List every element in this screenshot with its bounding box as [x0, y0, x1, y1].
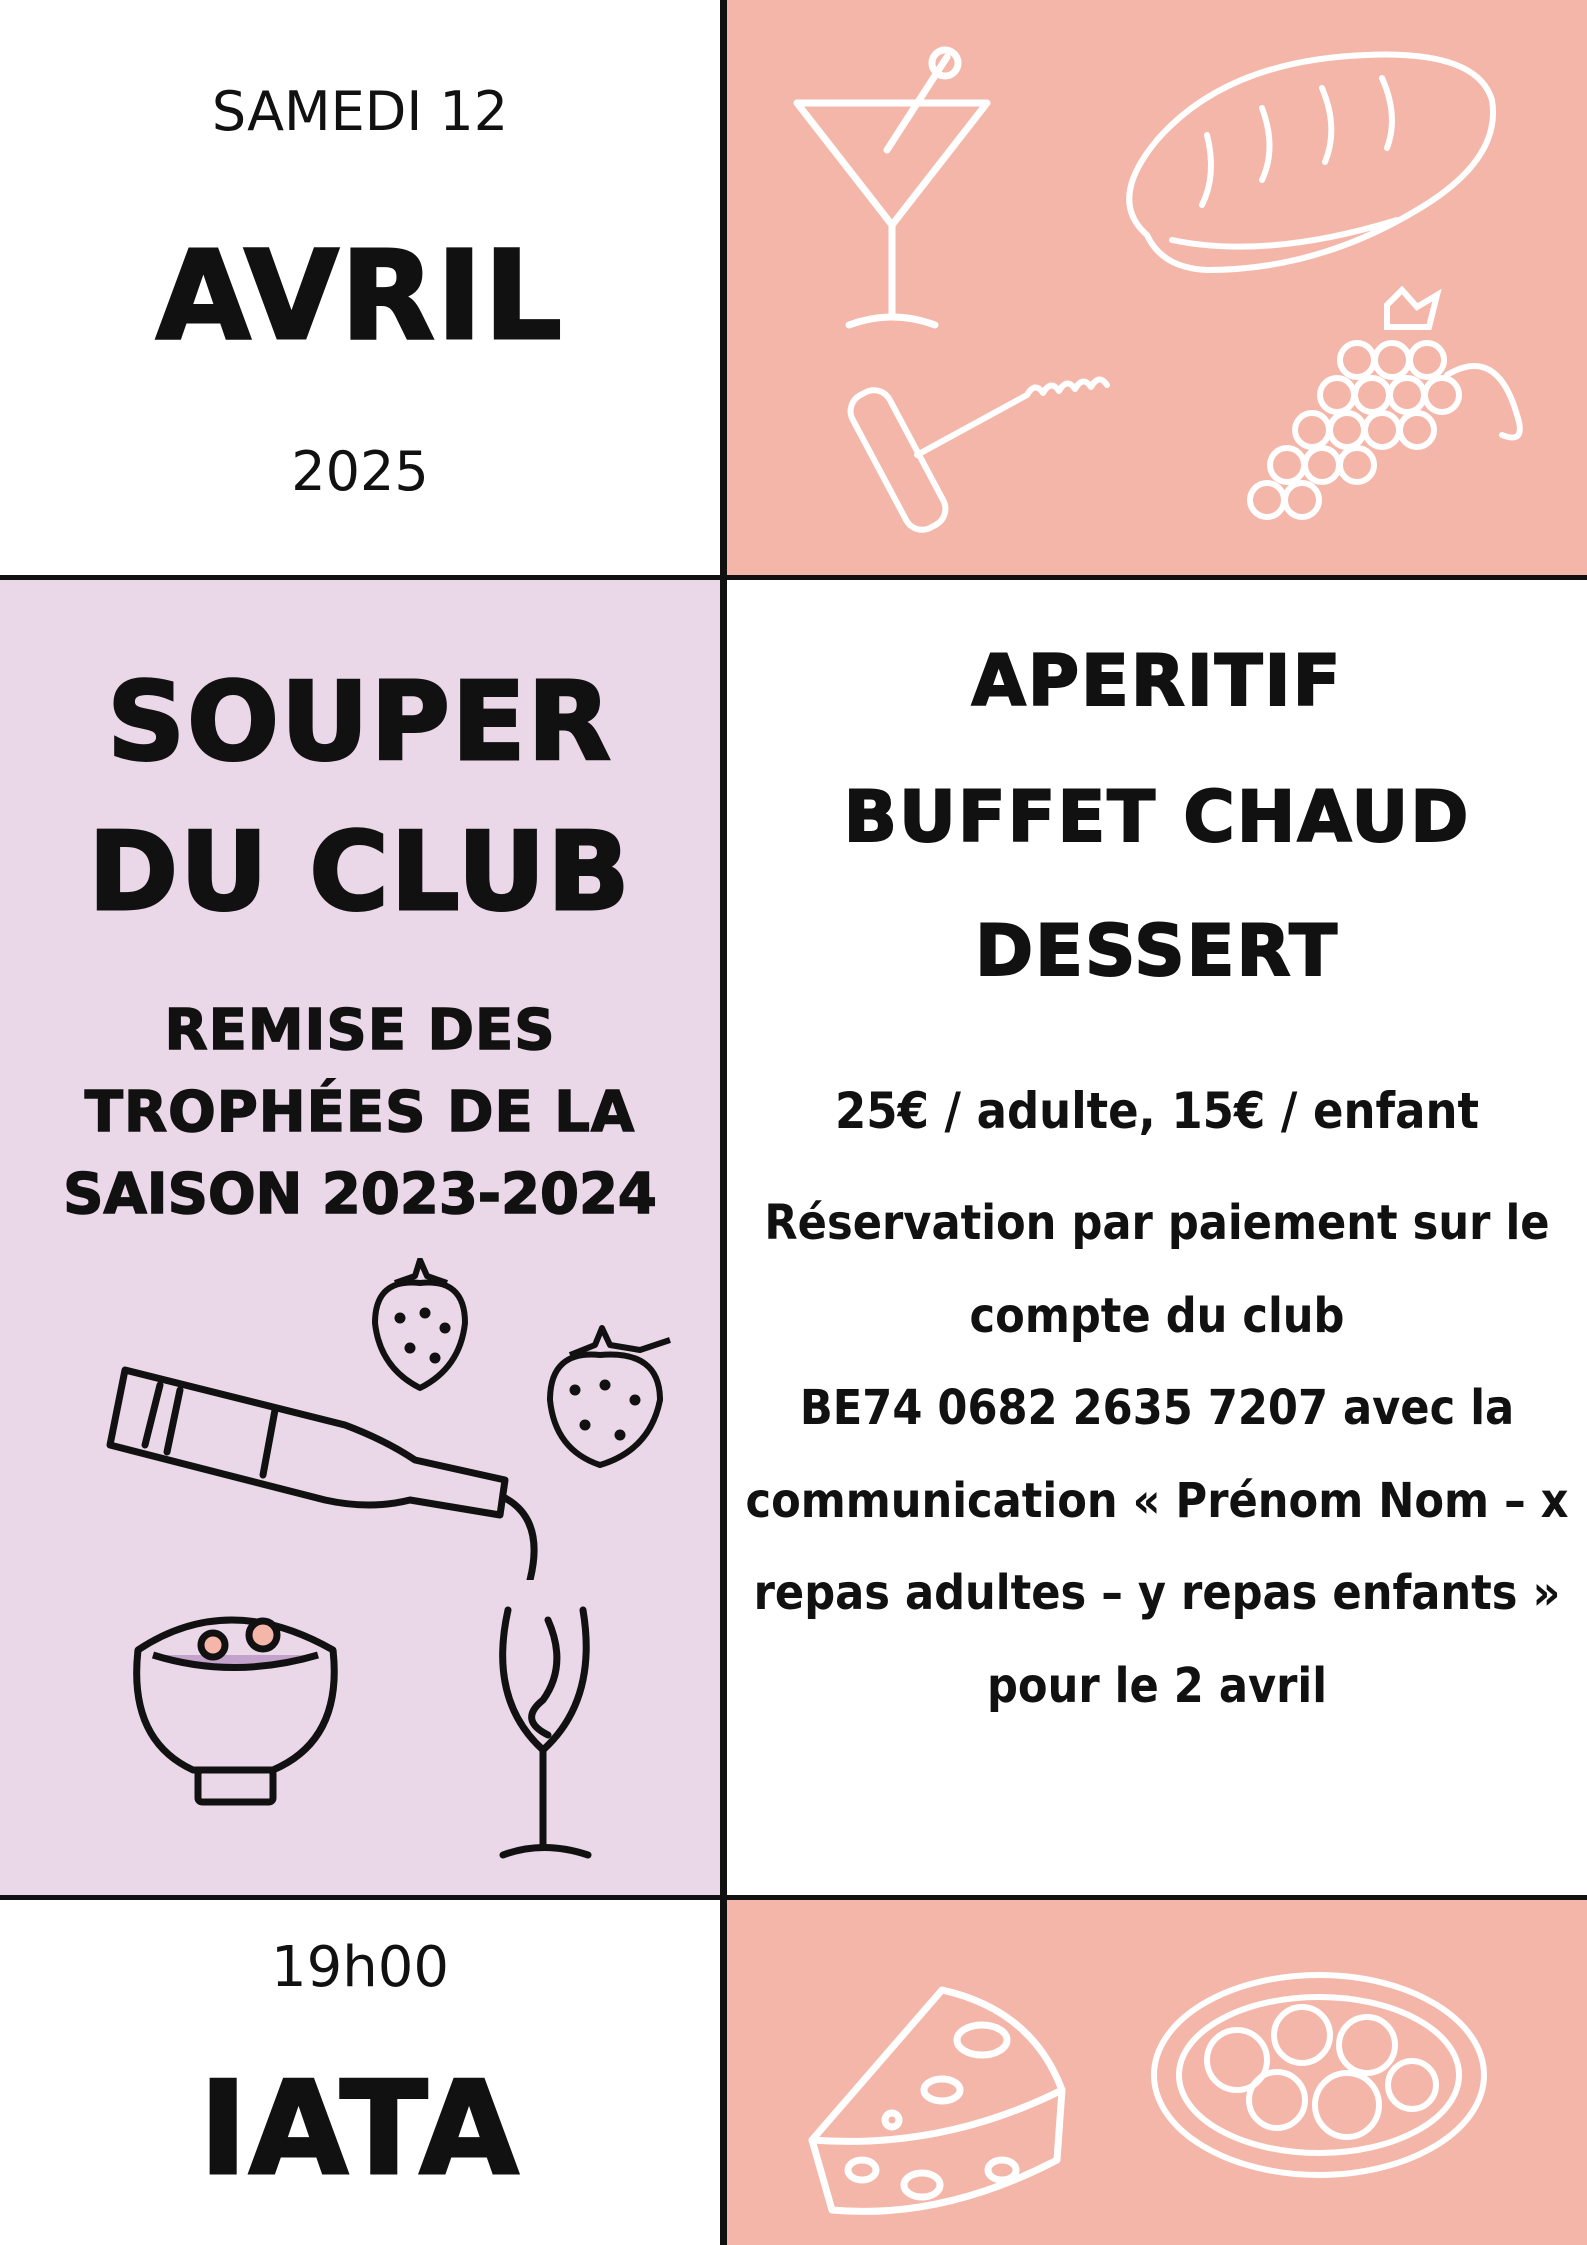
reservation-line-6: pour le 2 avril	[986, 1658, 1327, 1714]
salad-bowl-icon	[118, 1590, 353, 1815]
reservation-line-4: communication « Prénom Nom – x	[745, 1473, 1569, 1529]
dumplings-plate-icon	[1147, 1965, 1492, 2190]
title-line-2: DU CLUB	[88, 810, 632, 935]
reservation-line-1: Réservation par paiement sur le	[764, 1195, 1550, 1251]
date-panel	[0, 0, 720, 575]
event-time: 19h00	[270, 1935, 449, 2000]
grid-divider-horizontal-bottom	[0, 1895, 1587, 1900]
menu-item-aperitif: APERITIF	[971, 640, 1343, 722]
reservation-line-2: compte du club	[969, 1288, 1345, 1344]
menu-panel	[727, 580, 1587, 1895]
menu-item-buffet: BUFFET CHAUD	[843, 776, 1471, 858]
date-month: AVRIL	[156, 225, 564, 367]
subtitle-line-2: TROPHÉES DE LA	[84, 1080, 636, 1145]
price-info: 25€ / adulte, 15€ / enfant	[835, 1082, 1479, 1140]
date-day: SAMEDI 12	[211, 80, 509, 143]
event-place: IATA	[199, 2055, 521, 2204]
grid-divider-horizontal-top	[0, 575, 1587, 580]
date-year: 2025	[291, 440, 429, 503]
strawberry-icon	[540, 1325, 675, 1470]
icons-panel-top	[727, 0, 1587, 575]
place-panel	[0, 1900, 720, 2245]
reservation-line-3: BE74 0682 2635 7207 avec la	[799, 1380, 1515, 1436]
grapes-icon	[1247, 285, 1547, 530]
title-panel	[0, 580, 720, 1895]
menu-item-dessert: DESSERT	[975, 910, 1339, 992]
reservation-line-5: repas adultes – y repas enfants »	[753, 1565, 1561, 1621]
icons-panel-bottom	[727, 1900, 1587, 2245]
corkscrew-icon	[832, 345, 1132, 565]
wine-glass-icon	[488, 1590, 603, 1875]
title-line-1: SOUPER	[107, 660, 613, 785]
wine-bottle-pouring-icon	[95, 1350, 560, 1580]
grid-divider-vertical	[720, 0, 727, 2245]
bread-loaf-icon	[1117, 40, 1502, 290]
cocktail-glass-icon	[787, 35, 997, 335]
cheese-icon	[802, 1970, 1082, 2230]
subtitle-line-3: SAISON 2023-2024	[63, 1162, 657, 1227]
subtitle-line-1: REMISE DES	[164, 998, 556, 1063]
